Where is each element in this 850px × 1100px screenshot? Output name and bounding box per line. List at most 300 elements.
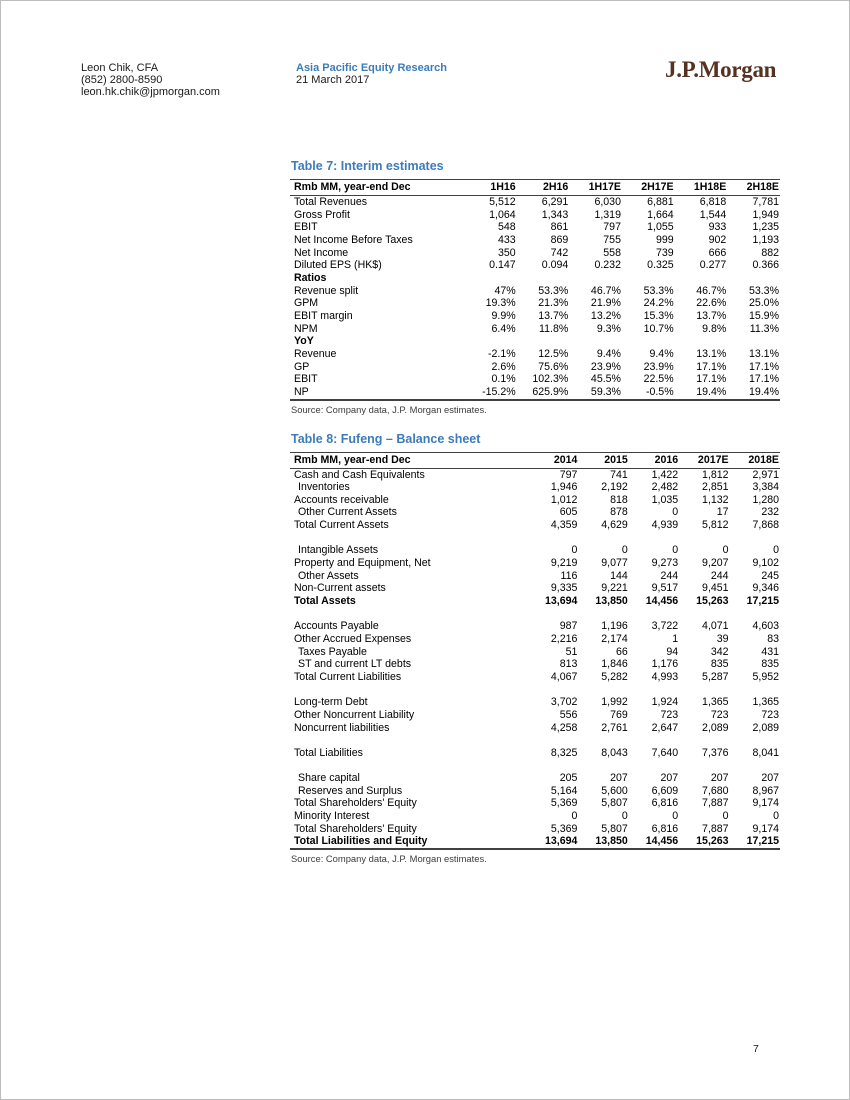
row-label: Reserves and Surplus <box>298 784 403 797</box>
cell-value: 431 <box>761 645 779 658</box>
cell-value <box>679 734 729 747</box>
cell-value: 0 <box>621 544 628 557</box>
cell-value: 2,971 <box>752 468 779 481</box>
cell-value: 9.3% <box>596 322 621 335</box>
row-label <box>290 734 528 747</box>
cell-value: 11.8% <box>539 322 569 335</box>
row-label: Ratios <box>294 271 327 284</box>
table-row <box>290 544 780 557</box>
cell-value: 232 <box>761 506 779 519</box>
cell-value: 755 <box>603 233 621 246</box>
table-7-title: Table 7: Interim estimates <box>291 159 444 173</box>
cell-value <box>528 734 578 747</box>
column-header: 2018E <box>730 452 780 468</box>
table-row <box>290 608 780 621</box>
report-date: 21 March 2017 <box>296 73 370 86</box>
table-row <box>290 582 780 595</box>
cell-value: 6.4% <box>491 322 516 335</box>
cell-value: 1,422 <box>651 468 679 481</box>
table-row <box>290 595 780 608</box>
cell-value: 17.1% <box>748 360 779 373</box>
table-row <box>290 532 780 545</box>
cell-value: 2,192 <box>601 481 628 494</box>
cell-value: 739 <box>655 246 674 259</box>
cell-value: 8,043 <box>601 746 628 759</box>
cell-value: 723 <box>710 708 729 721</box>
cell-value: 53.3% <box>538 284 569 297</box>
cell-value: 19.4% <box>696 385 727 398</box>
cell-value: 116 <box>560 569 578 582</box>
row-label: Other Accrued Expenses <box>294 633 412 645</box>
table-row <box>290 335 780 348</box>
cell-value: 666 <box>708 246 727 259</box>
column-header: 2H17E <box>622 180 675 196</box>
cell-value: 15,263 <box>696 835 729 848</box>
cell-value: 2,761 <box>601 721 628 734</box>
cell-value <box>730 532 780 545</box>
cell-value: 7,887 <box>702 822 729 835</box>
table-7-section <box>290 159 780 415</box>
cell-value: 835 <box>710 658 729 671</box>
cell-value: 4,939 <box>651 519 679 532</box>
table-7-source: Source: Company data, J.P. Morgan estimates. <box>291 403 487 415</box>
cell-value: 4,071 <box>702 620 729 633</box>
cell-value <box>629 608 679 621</box>
cell-value: 797 <box>559 468 578 481</box>
cell-value: 0.277 <box>699 259 727 272</box>
cell-value: 548 <box>497 221 516 234</box>
row-label: Total Shareholders' Equity <box>294 797 417 810</box>
cell-value: 1,924 <box>651 696 679 709</box>
cell-value: 13.1% <box>748 347 779 360</box>
cell-value: -2.1% <box>487 347 516 360</box>
cell-value: 9,346 <box>752 582 779 595</box>
row-label: YoY <box>294 335 314 348</box>
cell-value: -15.2% <box>482 385 516 398</box>
table-row <box>290 684 780 697</box>
cell-value: 5,812 <box>702 519 729 532</box>
cell-value <box>517 335 570 348</box>
cell-value: 45.5% <box>590 373 621 386</box>
cell-value <box>675 272 728 285</box>
cell-value: 1,196 <box>601 620 628 633</box>
cell-value: 9,517 <box>651 582 679 595</box>
cell-value: 1,193 <box>752 233 779 246</box>
cell-value: 6,291 <box>541 196 569 208</box>
cell-value: 17,215 <box>746 835 779 848</box>
table-row <box>290 209 780 222</box>
cell-value: 46.7% <box>590 284 621 297</box>
cell-value: 1,343 <box>541 208 569 221</box>
table-row <box>290 810 780 823</box>
cell-value: 13,694 <box>544 835 578 848</box>
cell-value <box>569 335 622 348</box>
table-8-title: Table 8: Fufeng – Balance sheet <box>291 431 481 446</box>
cell-value: 1,012 <box>550 493 578 506</box>
analyst-email: leon.hk.chik@jpmorgan.com <box>81 85 220 98</box>
cell-value <box>727 272 780 285</box>
cell-value: 207 <box>761 772 779 785</box>
cell-value: 13.7% <box>696 309 727 322</box>
cell-value: 9.4% <box>596 347 621 360</box>
cell-value: 1,176 <box>651 658 679 671</box>
cell-value: 933 <box>708 221 727 234</box>
cell-value: 15,263 <box>696 595 729 608</box>
cell-value <box>578 608 628 621</box>
cell-value: 0 <box>672 810 679 823</box>
page-content <box>290 159 780 864</box>
column-header: 1H17E <box>569 180 622 196</box>
table-row <box>290 234 780 247</box>
cell-value <box>730 684 780 697</box>
cell-value: 51 <box>565 645 578 658</box>
cell-value <box>464 272 517 285</box>
table-row <box>290 468 780 481</box>
cell-value: 4,603 <box>752 620 779 633</box>
cell-value: 605 <box>559 506 578 519</box>
cell-value: 1,280 <box>752 493 779 506</box>
cell-value: 350 <box>497 246 516 259</box>
row-label: Property and Equipment, Net <box>294 557 431 570</box>
cell-value: 1,544 <box>699 208 727 221</box>
cell-value: 342 <box>710 645 729 658</box>
cell-value: 83 <box>767 633 779 645</box>
row-label: Non-Current assets <box>294 582 386 595</box>
table-row <box>290 760 780 773</box>
cell-value: 2,216 <box>550 633 578 645</box>
cell-value: 0.1% <box>491 373 516 386</box>
table-row <box>290 671 780 684</box>
cell-value: 5,164 <box>550 784 578 797</box>
cell-value: 0 <box>773 810 779 823</box>
cell-value: 1,064 <box>489 208 516 221</box>
cell-value: 6,030 <box>594 196 621 208</box>
cell-value: 0.094 <box>541 259 569 272</box>
column-header-label: Rmb MM, year-end Dec <box>290 452 528 468</box>
column-header: 2H18E <box>727 180 780 196</box>
cell-value <box>622 272 675 285</box>
analyst-phone: (852) 2800-8590 <box>81 73 163 86</box>
cell-value: 11.3% <box>749 322 779 335</box>
table-row <box>290 247 780 260</box>
cell-value: 1,664 <box>647 208 674 221</box>
cell-value: 813 <box>559 658 578 671</box>
cell-value: 24.2% <box>643 297 674 310</box>
cell-value: 1,035 <box>651 493 679 506</box>
column-header: 2015 <box>578 452 628 468</box>
cell-value: 7,868 <box>752 519 779 532</box>
cell-value: 769 <box>610 708 628 721</box>
cell-value <box>528 760 578 773</box>
row-label: GPM <box>294 297 319 310</box>
cell-value <box>528 684 578 697</box>
cell-value: 999 <box>655 233 674 246</box>
table-row <box>290 386 780 400</box>
row-label: Total Liabilities and Equity <box>294 835 428 848</box>
cell-value: 1,365 <box>752 696 779 709</box>
cell-value: 861 <box>550 221 569 234</box>
cell-value: 2,174 <box>601 633 628 645</box>
cell-value: 3,722 <box>651 620 679 633</box>
cell-value <box>464 335 517 348</box>
cell-value: 14,456 <box>645 595 679 608</box>
row-label: Total Revenues <box>294 196 368 208</box>
cell-value: 0 <box>722 810 729 823</box>
cell-value <box>629 760 679 773</box>
column-header-label: Rmb MM, year-end Dec <box>290 180 464 196</box>
header-row <box>290 452 780 468</box>
cell-value <box>578 684 628 697</box>
cell-value <box>569 272 622 285</box>
cell-value: 9,174 <box>752 822 779 835</box>
table-row <box>290 696 780 709</box>
cell-value: 53.3% <box>748 284 779 297</box>
table-row <box>290 323 780 336</box>
row-label: Taxes Payable <box>298 645 367 658</box>
research-header <box>296 63 447 87</box>
cell-value: 0.147 <box>489 259 516 272</box>
cell-value <box>629 532 679 545</box>
cell-value: 66 <box>615 645 628 658</box>
cell-value: 558 <box>603 246 621 259</box>
column-header: 2H16 <box>517 180 570 196</box>
cell-value <box>622 335 675 348</box>
cell-value: 741 <box>610 468 628 481</box>
column-header: 2016 <box>629 452 679 468</box>
cell-value: 244 <box>710 569 729 582</box>
column-header: 1H16 <box>464 180 517 196</box>
cell-value: 5,369 <box>550 797 578 810</box>
cell-value: 4,993 <box>651 670 679 683</box>
cell-value: 19.4% <box>748 385 779 398</box>
row-label: Total Liabilities <box>294 746 363 759</box>
cell-value: 1,235 <box>752 221 779 234</box>
cell-value <box>679 760 729 773</box>
cell-value: 742 <box>550 246 569 259</box>
cell-value: 1,812 <box>702 468 729 481</box>
cell-value: 102.3% <box>532 373 569 386</box>
cell-value: 17.1% <box>748 373 779 386</box>
cell-value: 22.5% <box>643 373 674 386</box>
table-8-header <box>290 452 780 468</box>
cell-value <box>578 734 628 747</box>
cell-value: 15.9% <box>748 309 779 322</box>
table-row <box>290 772 780 785</box>
table-row <box>290 797 780 810</box>
row-label: Noncurrent liabilities <box>294 721 390 734</box>
table-row <box>290 519 780 532</box>
table-row <box>290 297 780 310</box>
cell-value: 4,359 <box>550 519 578 532</box>
table-row <box>290 570 780 583</box>
cell-value: 1,132 <box>702 493 729 506</box>
cell-value: 987 <box>559 620 578 633</box>
cell-value: 9,219 <box>550 557 578 570</box>
cell-value: 1,992 <box>601 696 628 709</box>
cell-value: 9,335 <box>550 582 578 595</box>
column-header: 2014 <box>528 452 578 468</box>
table-row <box>290 734 780 747</box>
table-row <box>290 747 780 760</box>
cell-value: 17 <box>716 506 729 519</box>
table-row <box>290 835 780 849</box>
cell-value: 2,089 <box>752 721 779 734</box>
cell-value: 244 <box>660 569 679 582</box>
table-row <box>290 494 780 507</box>
table-row <box>290 310 780 323</box>
cell-value: 207 <box>660 772 679 785</box>
row-label: Share capital <box>298 772 360 785</box>
cell-value: 882 <box>761 246 779 259</box>
cell-value: 12.5% <box>538 347 569 360</box>
cell-value: 0.232 <box>594 259 621 272</box>
cell-value: -0.5% <box>645 385 674 398</box>
cell-value: 10.7% <box>643 322 674 335</box>
cell-value <box>730 608 780 621</box>
row-label: Diluted EPS (HK$) <box>294 259 382 272</box>
cell-value: 22.6% <box>696 297 727 310</box>
cell-value: 3,384 <box>752 481 779 494</box>
row-label: Gross Profit <box>294 208 350 221</box>
cell-value: 1,319 <box>594 208 621 221</box>
cell-value: 723 <box>761 708 779 721</box>
table-row <box>290 221 780 234</box>
cell-value: 94 <box>666 645 679 658</box>
cell-value: 53.3% <box>643 284 674 297</box>
cell-value: 9,174 <box>752 797 779 810</box>
cell-value: 625.9% <box>532 385 569 398</box>
table-7-body <box>290 196 780 400</box>
table-7-header <box>290 180 780 196</box>
row-label: Other Assets <box>298 569 359 582</box>
cell-value <box>679 684 729 697</box>
row-label: NPM <box>294 322 318 335</box>
page-number: 7 <box>753 1043 759 1055</box>
row-label: Other Noncurrent Liability <box>294 708 415 721</box>
row-label: Revenue <box>294 347 337 360</box>
cell-value: 1 <box>672 633 679 645</box>
cell-value <box>629 684 679 697</box>
row-label: Total Current Assets <box>294 519 389 532</box>
cell-value: 869 <box>550 233 569 246</box>
cell-value: 0.325 <box>647 259 674 272</box>
row-label: EBIT <box>294 221 318 234</box>
cell-value: 5,807 <box>601 822 628 835</box>
table-row <box>290 506 780 519</box>
cell-value: 2,089 <box>702 721 729 734</box>
cell-value <box>517 272 570 285</box>
cell-value: 13,850 <box>595 595 628 608</box>
cell-value: 13.2% <box>590 309 621 322</box>
cell-value: 818 <box>610 493 628 506</box>
cell-value: 25.0% <box>748 297 779 310</box>
cell-value: 59.3% <box>590 385 621 398</box>
cell-value: 21.9% <box>590 297 621 310</box>
cell-value: 9.4% <box>649 347 674 360</box>
cell-value: 2.6% <box>491 360 516 373</box>
header-row <box>290 180 780 196</box>
row-label: Total Shareholders' Equity <box>294 822 417 835</box>
cell-value: 17.1% <box>696 373 727 386</box>
table-row <box>290 557 780 570</box>
cell-value: 1,946 <box>550 481 578 494</box>
row-label <box>290 608 528 621</box>
cell-value: 4,258 <box>550 721 578 734</box>
cell-value <box>629 734 679 747</box>
cell-value: 0.366 <box>752 259 779 272</box>
cell-value: 9,077 <box>601 557 628 570</box>
jpmorgan-logo: J.P.Morgan <box>665 57 777 82</box>
cell-value: 0 <box>571 544 578 557</box>
cell-value <box>727 335 780 348</box>
cell-value: 8,325 <box>550 746 578 759</box>
table-row <box>290 272 780 285</box>
cell-value: 14,456 <box>645 835 679 848</box>
cell-value: 205 <box>559 772 578 785</box>
row-label <box>290 532 528 545</box>
cell-value: 9,273 <box>651 557 679 570</box>
cell-value: 17.1% <box>696 360 727 373</box>
row-label: Intangible Assets <box>298 544 379 557</box>
cell-value: 7,680 <box>702 784 729 797</box>
cell-value: 144 <box>610 569 628 582</box>
cell-value: 4,067 <box>550 670 578 683</box>
cell-value: 4,629 <box>601 519 628 532</box>
row-label: Inventories <box>298 481 350 494</box>
row-label: Revenue split <box>294 284 359 297</box>
table-row <box>290 196 780 209</box>
table-row <box>290 785 780 798</box>
table-row <box>290 361 780 374</box>
cell-value <box>528 608 578 621</box>
row-label <box>290 684 528 697</box>
cell-value: 3,702 <box>550 696 578 709</box>
cell-value: 7,640 <box>651 746 679 759</box>
row-label: Other Current Assets <box>298 506 397 519</box>
cell-value: 878 <box>610 506 628 519</box>
cell-value: 47% <box>494 284 516 297</box>
cell-value: 6,816 <box>651 797 679 810</box>
cell-value: 433 <box>497 233 516 246</box>
cell-value: 207 <box>710 772 729 785</box>
cell-value: 9,207 <box>702 557 729 570</box>
row-label <box>290 760 528 773</box>
row-label: Total Assets <box>294 595 356 608</box>
cell-value: 5,369 <box>550 822 578 835</box>
table-8-body <box>290 468 780 849</box>
cell-value <box>730 760 780 773</box>
cell-value: 5,600 <box>601 784 628 797</box>
row-label: GP <box>294 360 310 373</box>
cell-value: 1,949 <box>752 208 779 221</box>
cell-value: 9,451 <box>702 582 729 595</box>
table-row <box>290 481 780 494</box>
row-label: Minority Interest <box>294 810 370 823</box>
table-row <box>290 722 780 735</box>
cell-value: 0 <box>773 544 779 557</box>
row-label: Cash and Cash Equivalents <box>294 468 425 481</box>
row-label: EBIT margin <box>294 309 353 322</box>
table-7 <box>290 179 780 401</box>
cell-value: 1,846 <box>601 658 628 671</box>
cell-value: 46.7% <box>696 284 727 297</box>
cell-value: 17,215 <box>746 595 779 608</box>
table-row <box>290 709 780 722</box>
table-row <box>290 633 780 646</box>
cell-value: 7,781 <box>752 196 779 208</box>
cell-value: 5,282 <box>601 670 628 683</box>
cell-value: 9,221 <box>601 582 628 595</box>
